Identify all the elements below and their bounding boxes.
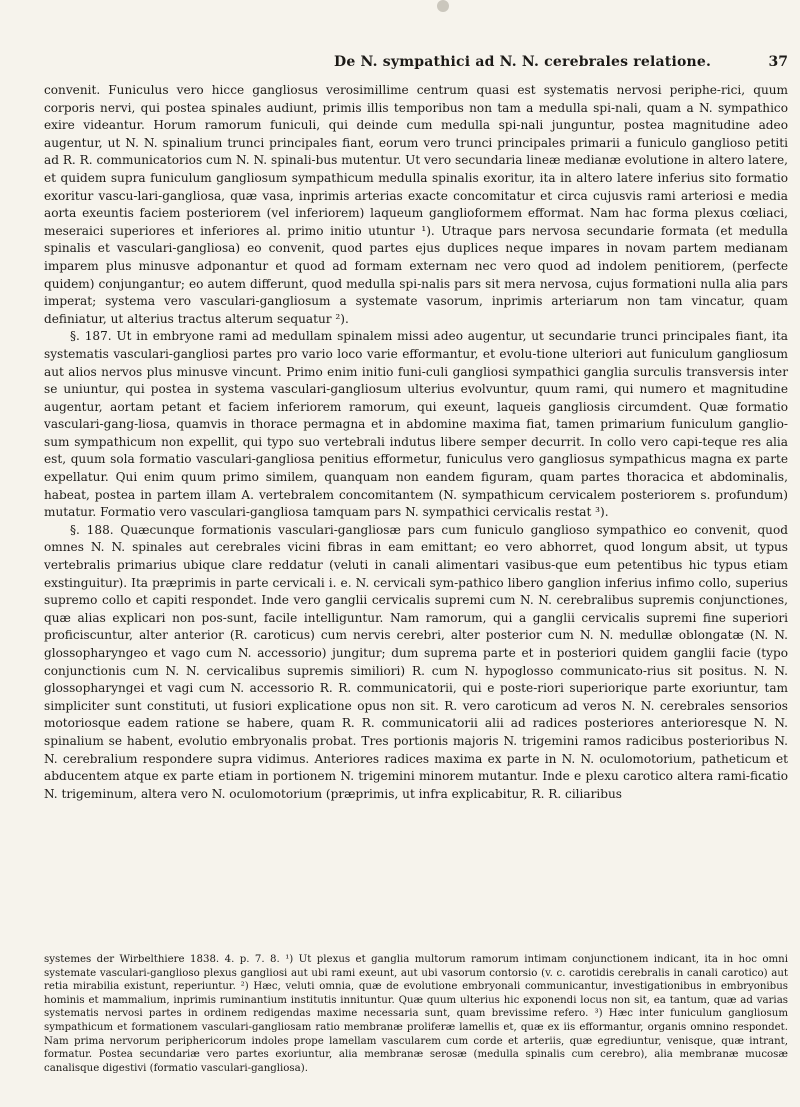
paragraph-section-187: §. 187. Ut in embryone rami ad medullam spinalem missi adeo augentur, ut secundarie trunci principales fiant, ita systematis vasculari-gangliosi partes pro vario loco varie efformantur, et evolu-tione ulteriori aut funiculum gangliosum aut alios nervos plus minusve vincunt. Primo enim initio funi-culi gangliosi sympathici ganglia surculis transversis inter se uniuntur, qui postea in systema vasculari-gangliosum ulterius evolvuntur, quum rami, qui numero et magnitudine augentur, aortam petant et faciem inferiorem ramorum, qui exeunt, laqueis gangliosis circumdent. Quæ formatio vasculari-gang-liosa, quamvis in thorace permagna et in abdomine maxima fiat, tamen primarium funiculum ganglio-sum sympathicum non expellit, qui typo suo vertebrali indutus libere semper decurrit. In collo vero capi-teque res alia est, quum sola formatio vasculari-gangliosa penitius efformetur, funiculus vero gangliosus sympathicus magna ex parte expellatur. Qui enim quum primo similem, quanquam non eandem figuram, quam partes thoracica et abdominalis, habeat, postea in partem illam A. vertebralem concomitantem (N. sympathicum cervicalem posteriorem s. profundum) mutatur. Formatio vero vasculari-gangliosa tamquam pars N. sympathici cervicalis restat ³). [44, 329, 788, 520]
page-number: 37 [768, 54, 788, 70]
main-text [44, 82, 788, 803]
paragraph-continued: convenit. Funiculus vero hicce gangliosus verosimillime centrum quasi est systematis nervosi periphe-rici, quum corporis nervi, qui postea spinales audiunt, primis illis temporibus non tam a medulla spi-nali, quam a N. sympathico exire videantur. Horum ramorum funiculi, qui deinde cum medulla spi-nali junguntur, postea magnitudine adeo augentur, ut N. N. spinalium trunci principales fiant, eorum vero trunci principales primarii a funiculo ganglioso petiti ad R. R. communicatorios cum N. N. spinali-bus mutentur. Ut vero secundaria lineæ medianæ evolutione in altero latere, et quidem supra funiculum gangliosum sympathicum medulla spinalis exoritur, ita in altero latere inferius sito formatio exoritur vascu-lari-gangliosa, quæ vasa, inprimis arterias exacte concomitatur et circa cujusvis rami arteriosi e media aorta exeuntis faciem posteriorem (vel inferiorem) laqueum ganglioformem efformat. Nam hac forma plexus cœliaci, meseraici superiores et inferiores al. primo initio utuntur ¹). Utraque pars nervosa secundarie formata (et medulla spinalis et vasculari-gangliosa) eo convenit, quod partes ejus duplices neque impares in novam partem medianam imparem plus minusve adponantur et quod ad formam externam nec vero quod ad indolem penitiorem, (perfecte quidem) conjungantur; eo autem differunt, quod medulla spi-nalis pars sit mera nervosa, cujus formationi nulla alia pars imperat; systema vero vasculari-gangliosum a systemate vasorum, inprimis arteriarum non tam vincatur, quam definiatur, ut alterius tractus alterum sequatur ²). [44, 83, 788, 326]
footnotes: systemes der Wirbelthiere 1838. 4. p. 7. 8. ¹) Ut plexus et ganglia multorum ramorum intimam conjunctionem indicant, ita in hoc omni systemate vasculari-ganglioso plexus gangliosi aut ubi rami exeunt, aut ubi vasorum contorsio (v. c. carotidis cerebralis in canali carotico) aut retia mirabilia existunt, reperiuntur. ²) Hæc, veluti omnia, quæ de evolutione embryonali communicantur, investigationibus in embryonibus hominis et mammalium, inprimis ruminantium institutis innituntur. Quæ quum ulterius hic exponendi locus non sit, ea tantum, quæ ad varias systematis nervosi partes in ordinem redigendas maxime necessaria sunt, quam brevissime refero. ³) Hæc inter funiculum gangliosum sympathicum et formationem vasculari-gangliosam ratio membranæ proliferæ lamellis et, quæ ex iis efformantur, organis omnino respondet. Nam prima nervorum periphericorum indoles prope lamellam vascularem cum corde et arteriis, quæ egrediuntur, venisque, quæ intrant, formatur. Postea secundariæ vero partes exoriuntur, alia membranæ serosæ (medulla spinalis cum cerebro), alia membranæ mucosæ canalisque digestivi (formatio vasculari-gangliosa). [44, 954, 788, 1074]
page-blemish [437, 0, 449, 12]
paragraph-section-188: §. 188. Quæcunque formationis vasculari-gangliosæ pars cum funiculo ganglioso sympathico eo convenit, quod omnes N. N. spinales aut cerebrales vicini fibras in eam emittant; eo vero abhorret, quod longum absit, ut typus vertebralis primarius ubique clare reddatur (veluti in canali alimentari vasibus-que eum petentibus hic typus etiam exstinguitur). Ita præprimis in parte cervicali i. e. N. cervicali sym-pathico libero ganglion inferius infimo collo, superius supremo collo et capiti respondet. Inde vero ganglii cervicalis supremi cum N. N. cerebralibus supremis conjunctiones, quæ alias explicari non pos-sunt, facile intelliguntur. Nam ramorum, qui a ganglii cervicalis supremi fine superiori proficiscuntur, alter anterior (R. caroticus) cum nervis cerebri, alter posterior cum N. N. medullæ oblongatæ (N. N. glossopharyngeo et vago cum N. accessorio) jungitur; dum suprema parte et in posteriori quidem ganglii facie (typo conjunctionis cum N. N. cervicalibus supremis similiori) R. cum N. hypoglosso communicato-rius sit positus. N. N. glossopharyngei et vagi cum N. accessorio R. R. communicatorii, qui e poste-riori superiorique parte exoriuntur, tam simpliciter sunt constituti, ut fusiori explicatione opus non sit. R. vero caroticum ad veros N. N. cerebrales sensorios motoriosque eadem ratione se habere, quam R. R. communicatorii alii ad radices posteriores anterioresque N. N. spinalium se habent, evolutio embryonalis probat. Tres portionis majoris N. trigemini ramos radicibus posterioribus N. N. cerebralium respondere supra vidimus. Anteriores radices maxima ex parte in N. N. oculomotorium, patheticum et abducentem atque ex parte etiam in portionem N. trigemini minorem mutantur. Inde e plexu carotico altera rami-ficatio N. trigeminum, altera vero N. oculomotorium (præprimis, ut infra explicabitur, R. R. ciliaribus [44, 522, 788, 801]
page-header [44, 54, 788, 76]
running-head: De N. sympathici ad N. N. cerebrales relatione. [334, 54, 712, 70]
